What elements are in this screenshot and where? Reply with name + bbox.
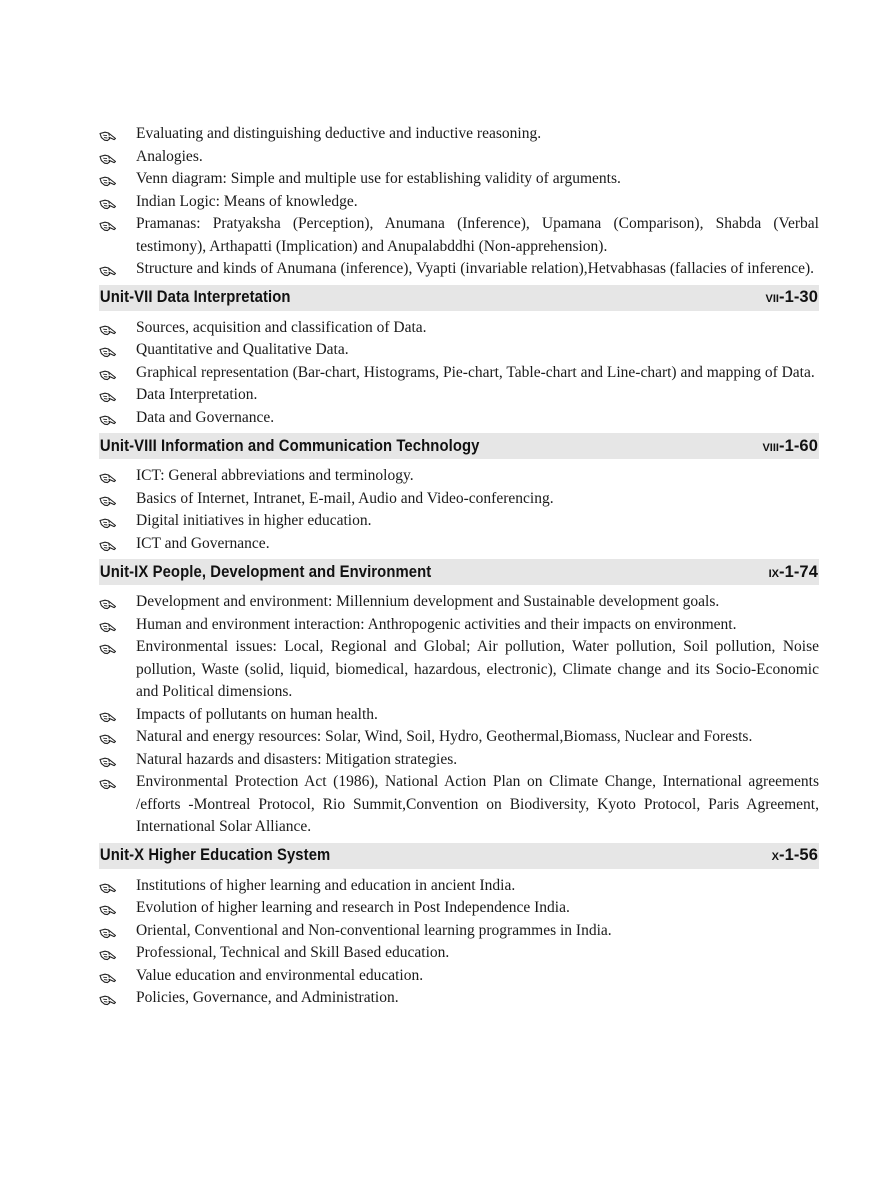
unit-vii-topic-list — [99, 317, 819, 430]
list-item-text: Data Interpretation. — [136, 386, 258, 403]
pointing-hand-icon — [99, 493, 117, 506]
list-item-text: Structure and kinds of Anumana (inference), Vyapti (invariable relation),Hetvabhasas (fallacies of inference). — [136, 260, 814, 277]
list-item — [99, 771, 819, 839]
list-item — [99, 614, 819, 637]
unit-title: Unit-VII Data Interpretation — [99, 288, 291, 306]
list-item — [99, 339, 819, 362]
list-item-text: Development and environment: Millennium development and Sustainable development goals. — [136, 593, 720, 610]
pointing-hand-icon — [99, 173, 117, 186]
pointing-hand-icon — [99, 731, 117, 744]
unit-title: Unit-X Higher Education System — [99, 846, 331, 864]
pointing-hand-icon — [99, 538, 117, 551]
list-item — [99, 875, 819, 898]
list-item-text: Human and environment interaction: Anthropogenic activities and their impacts on environment. — [136, 615, 737, 633]
list-item-text: Natural and energy resources: Solar, Wind, Soil, Hydro, Geothermal,Biomass, Nuclear and Forests. — [136, 728, 753, 745]
pointing-hand-icon — [99, 389, 117, 402]
pointing-hand-icon — [99, 218, 117, 231]
list-item — [99, 533, 819, 556]
list-item-text: Sources, acquisition and classification of Data. — [136, 318, 427, 336]
unit-page-range: -1-30 — [778, 288, 818, 306]
pointing-hand-icon — [99, 344, 117, 357]
syllabus-page — [99, 123, 819, 1010]
list-item — [99, 258, 819, 281]
list-item-text: Pramanas: Pratyaksha (Perception), Anumana (Inference), Upamana (Comparison), Shabda (Verbal testimony), Arthapatti (Implication) and Anupalabddhi (Non-apprehension). — [136, 215, 819, 255]
pointing-hand-icon — [99, 196, 117, 209]
unit-title: Unit-VIII Information and Communication Technology — [99, 436, 480, 455]
pointing-hand-icon — [99, 776, 117, 789]
list-item — [99, 749, 819, 772]
list-item — [99, 317, 819, 340]
pointing-hand-icon — [99, 970, 117, 983]
list-item — [99, 726, 819, 749]
list-item — [99, 965, 819, 988]
list-item — [99, 510, 819, 533]
list-item-text: Oriental, Conventional and Non-conventional learning programmes in India. — [136, 921, 612, 939]
list-item-text: ICT: General abbreviations and terminology. — [136, 467, 414, 484]
pointing-hand-icon — [99, 992, 117, 1005]
list-item-text: Professional, Technical and Skill Based education. — [136, 944, 450, 961]
unit-page-roman: X — [771, 851, 779, 863]
list-item — [99, 123, 819, 146]
list-item-text: Evolution of higher learning and research in Post Independence India. — [136, 899, 570, 916]
list-item-text: Indian Logic: Means of knowledge. — [136, 192, 358, 210]
list-item — [99, 362, 819, 385]
unit-page-roman: VII — [765, 293, 779, 305]
pointing-hand-icon — [99, 947, 117, 960]
pointing-hand-icon — [99, 412, 117, 425]
list-item — [99, 384, 819, 407]
list-item-text: Environmental Protection Act (1986), National Action Plan on Climate Change, International agreements /efforts -Montreal Protocol, Rio Summit,Convention on Biodiversity, Kyoto Protocol, Paris Agreement, International Solar Alliance. — [136, 773, 819, 835]
pointing-hand-icon — [99, 128, 117, 141]
list-item — [99, 591, 819, 614]
list-item-text: Digital initiatives in higher education. — [136, 512, 372, 529]
list-item — [99, 465, 819, 488]
pointing-hand-icon — [99, 515, 117, 528]
pointing-hand-icon — [99, 754, 117, 767]
list-item-text: Analogies. — [136, 147, 203, 165]
unit-x-header — [99, 843, 819, 869]
list-item — [99, 897, 819, 920]
pointing-hand-icon — [99, 470, 117, 483]
list-item-text: Basics of Internet, Intranet, E-mail, Audio and Video-conferencing. — [136, 489, 554, 507]
list-item — [99, 942, 819, 965]
pointing-hand-icon — [99, 322, 117, 335]
unit-page-range: -1-60 — [778, 436, 818, 455]
list-item-text: Natural hazards and disasters: Mitigation strategies. — [136, 750, 458, 768]
list-item-text: Environmental issues: Local, Regional and Global; Air pollution, Water pollution, Soil pollution, Noise pollution, Waste (solid, liquid, biomedical, hazardous, electronic), Climate change and its Socio-Economic and Political dimensions. — [136, 638, 819, 700]
unit-page-range: -1-74 — [778, 562, 818, 581]
list-item-text: Quantitative and Qualitative Data. — [136, 341, 349, 358]
list-item — [99, 488, 819, 511]
pointing-hand-icon — [99, 263, 117, 276]
intro-bullet-list — [99, 123, 819, 281]
list-item — [99, 704, 819, 727]
unit-ix-topic-list — [99, 591, 819, 839]
list-item-text: ICT and Governance. — [136, 534, 270, 552]
unit-vii-header — [99, 285, 819, 311]
list-item — [99, 146, 819, 169]
unit-page-ref — [766, 288, 819, 307]
pointing-hand-icon — [99, 902, 117, 915]
list-item-text: Graphical representation (Bar-chart, Histograms, Pie-chart, Table-chart and Line-chart) and mapping of Data. — [136, 363, 815, 381]
list-item — [99, 987, 819, 1010]
pointing-hand-icon — [99, 709, 117, 722]
unit-viii-header — [99, 433, 819, 459]
list-item-text: Institutions of higher learning and education in ancient India. — [136, 876, 516, 894]
list-item-text: Venn diagram: Simple and multiple use for establishing validity of arguments. — [136, 170, 621, 187]
list-item-text: Value education and environmental education. — [136, 966, 424, 984]
list-item — [99, 407, 819, 430]
unit-page-ref — [762, 437, 819, 456]
unit-page-ref — [769, 563, 819, 582]
pointing-hand-icon — [99, 619, 117, 632]
pointing-hand-icon — [99, 367, 117, 380]
list-item — [99, 920, 819, 943]
unit-page-roman: IX — [768, 567, 779, 580]
list-item-text: Impacts of pollutants on human health. — [136, 705, 378, 723]
list-item — [99, 213, 819, 258]
list-item — [99, 191, 819, 214]
pointing-hand-icon — [99, 925, 117, 938]
unit-viii-topic-list — [99, 465, 819, 555]
list-item-text: Policies, Governance, and Administration. — [136, 989, 399, 1006]
pointing-hand-icon — [99, 151, 117, 164]
list-item — [99, 636, 819, 704]
list-item — [99, 168, 819, 191]
unit-page-range: -1-56 — [778, 846, 818, 864]
pointing-hand-icon — [99, 641, 117, 654]
unit-page-roman: VIII — [762, 441, 779, 454]
unit-page-ref — [772, 846, 819, 865]
pointing-hand-icon — [99, 596, 117, 609]
list-item-text: Data and Governance. — [136, 408, 275, 426]
list-item-text: Evaluating and distinguishing deductive and inductive reasoning. — [136, 125, 542, 142]
unit-x-topic-list — [99, 875, 819, 1010]
pointing-hand-icon — [99, 880, 117, 893]
unit-title: Unit-IX People, Development and Environment — [99, 562, 432, 581]
unit-ix-header — [99, 559, 819, 585]
